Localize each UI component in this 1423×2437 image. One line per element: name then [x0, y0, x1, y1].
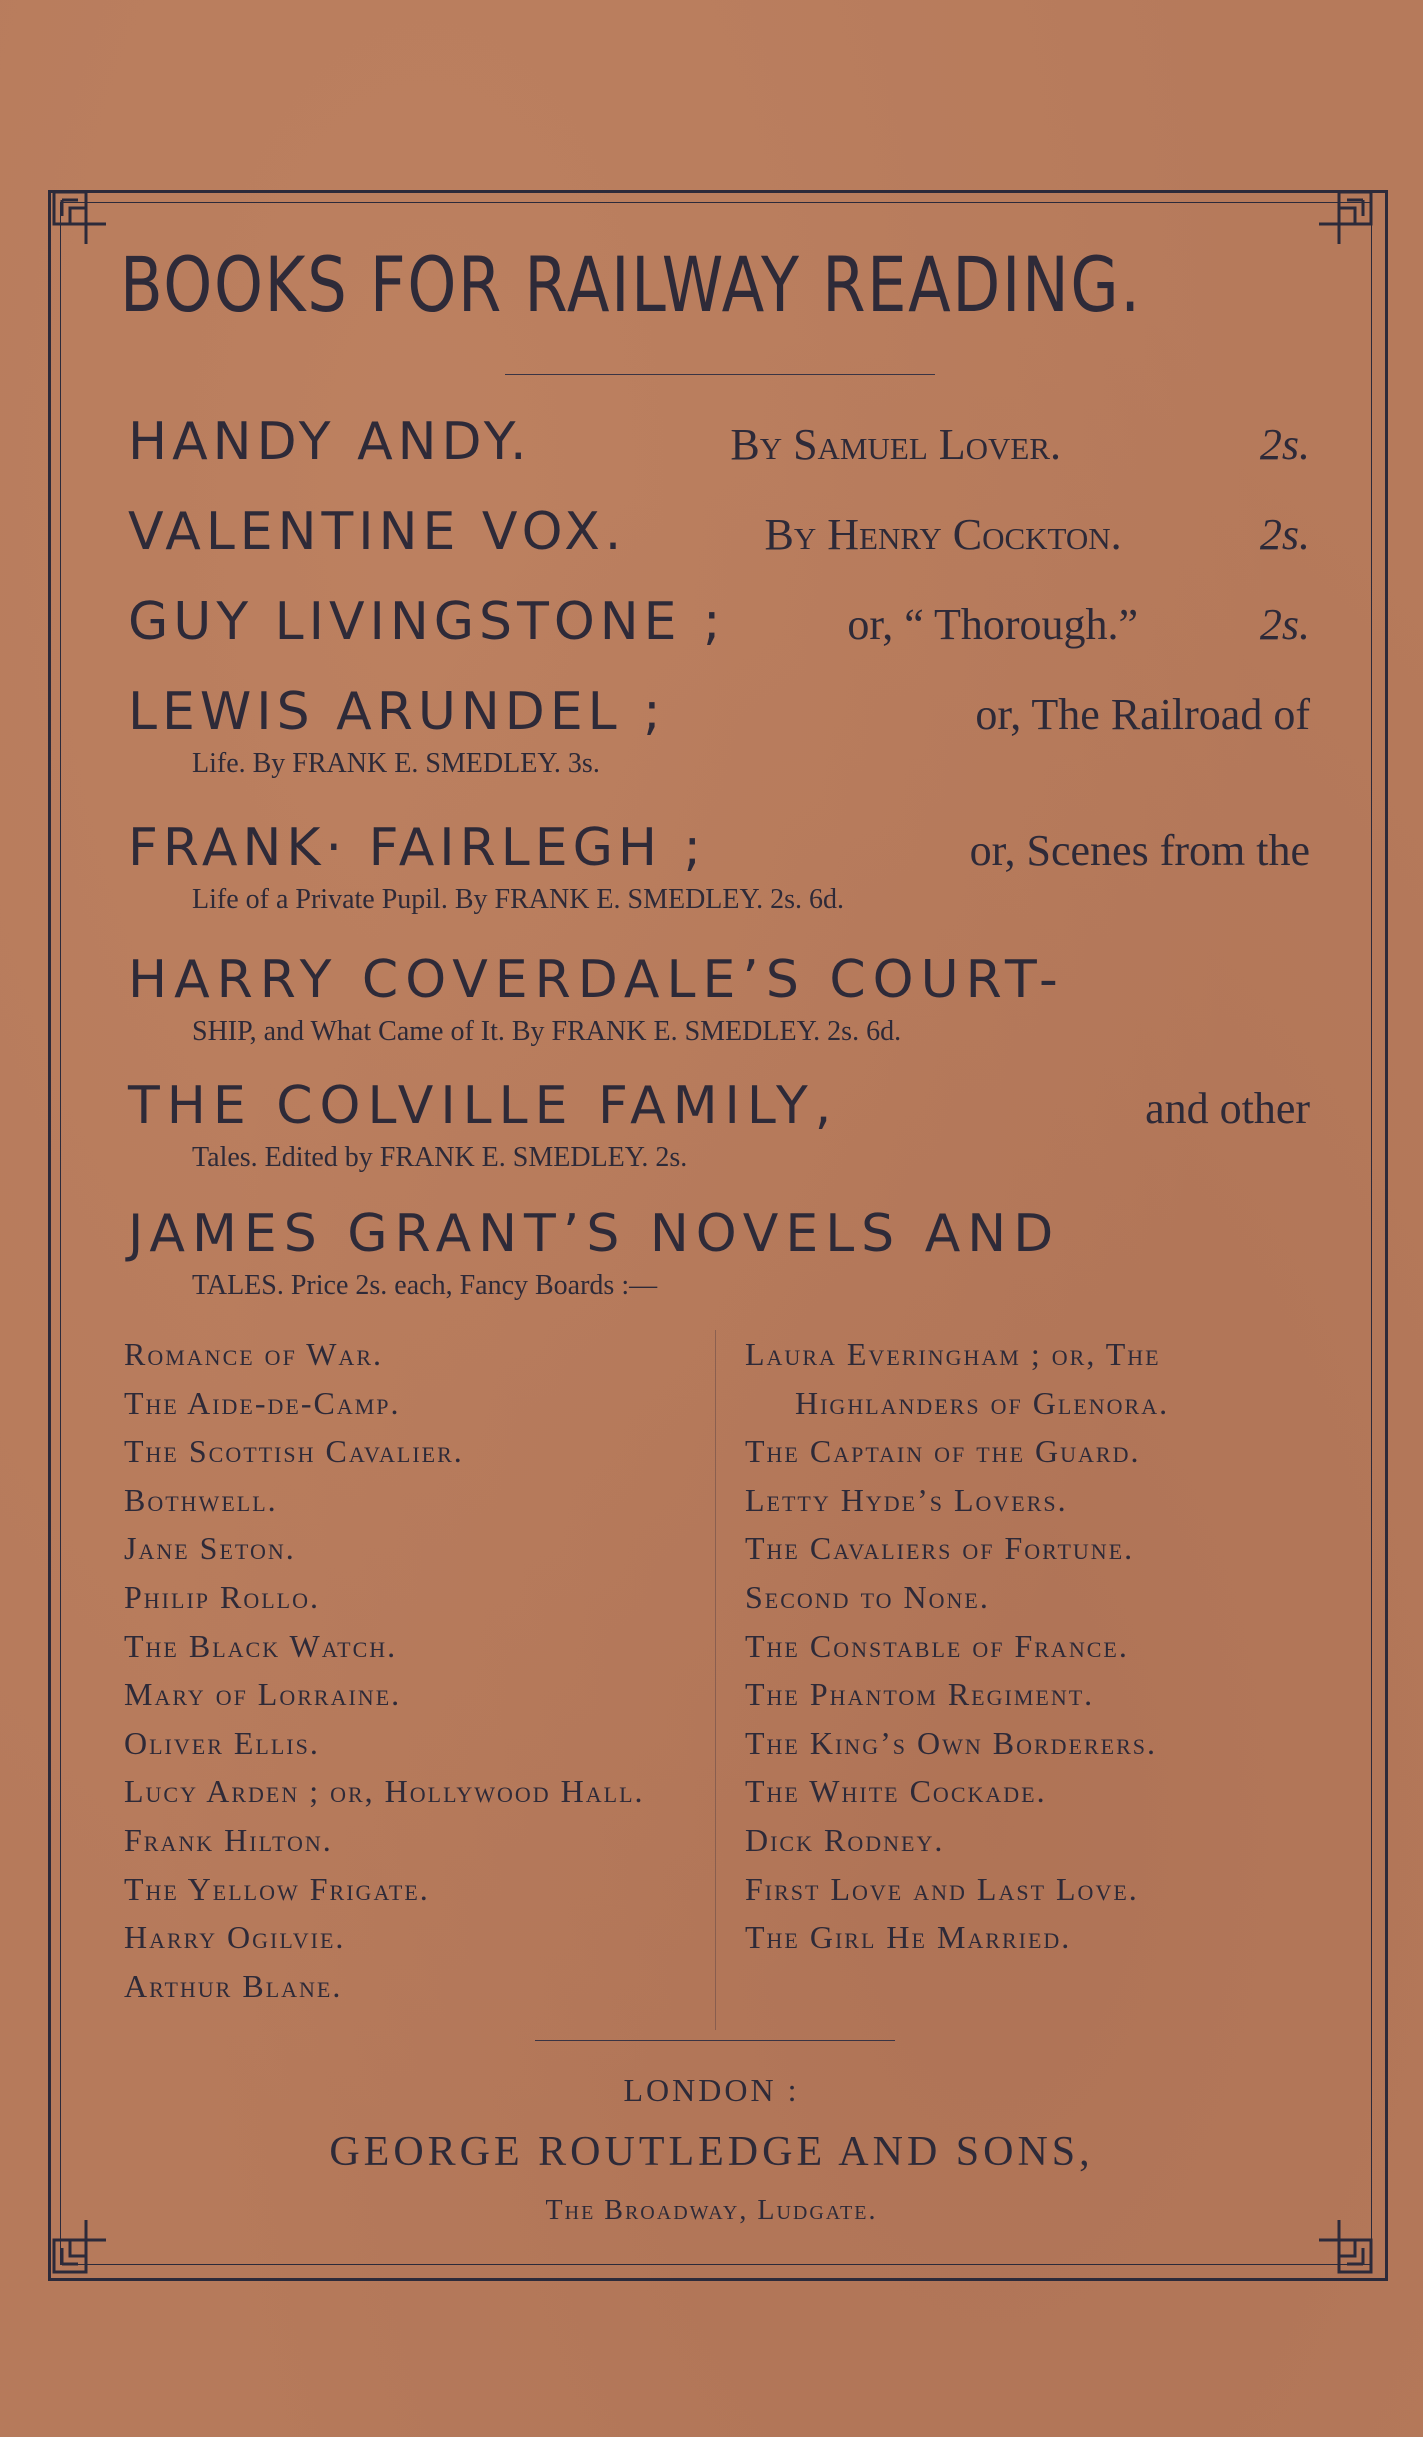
book-title: HARRY COVERDALE’S COURT-: [128, 950, 1065, 1010]
book-title: VALENTINE VOX.: [128, 502, 627, 562]
novel-title: The Constable of France.: [745, 1627, 1129, 1664]
book-entry: [128, 412, 1310, 472]
imprint-address: The Broadway, Ludgate.: [545, 2195, 878, 2226]
book-details: SHIP, and What Came of It. By FRANK E. SMEDLEY. 2s. 6d.: [192, 1016, 902, 1047]
book-details: Tales. Edited by FRANK E. SMEDLEY. 2s.: [192, 1142, 688, 1173]
novel-title: Bothwell.: [124, 1481, 278, 1518]
page-title: BOOKS FOR RAILWAY READING.: [120, 240, 1142, 329]
book-entry: [128, 1076, 1310, 1173]
book-author: By Henry Cockton.: [764, 510, 1122, 559]
book-entry: [128, 502, 1310, 562]
book-title: JAMES GRANT’S NOVELS AND: [128, 1204, 1061, 1264]
book-author: By Samuel Lover.: [730, 420, 1062, 469]
novel-title: The Phantom Regiment.: [745, 1676, 1095, 1713]
book-subtitle: and other: [1145, 1084, 1310, 1133]
imprint-city: LONDON :: [623, 2072, 800, 2108]
book-subtitle: or, The Railroad of: [975, 690, 1310, 739]
novel-title: The Girl He Married.: [745, 1919, 1072, 1956]
book-title: GUY LIVINGSTONE ;: [128, 592, 726, 652]
book-details: Life of a Private Pupil. By FRANK E. SMEDLEY. 2s. 6d.: [192, 884, 845, 915]
title-rule: [505, 374, 935, 375]
novels-list-left: [124, 1330, 645, 2010]
novel-title: Dick Rodney.: [745, 1821, 945, 1858]
book-entry: [128, 592, 1310, 652]
novel-title: The Scottish Cavalier.: [124, 1433, 464, 1470]
novel-title: Frank Hilton.: [124, 1821, 333, 1858]
novel-title: The Aide-de-Camp.: [124, 1384, 401, 1421]
novel-title: The Cavaliers of Fortune.: [745, 1530, 1135, 1567]
book-price: 2s.: [1259, 420, 1310, 469]
book-entry: [128, 682, 1310, 779]
book-title: FRANK· FAIRLEGH ;: [128, 818, 707, 878]
book-details: Life. By FRANK E. SMEDLEY. 3s.: [192, 748, 600, 779]
novel-title: Arthur Blane.: [124, 1967, 343, 2004]
book-title: LEWIS ARUNDEL ;: [128, 682, 666, 742]
book-entry: [128, 818, 1310, 915]
book-title: HANDY ANDY.: [128, 412, 532, 472]
corner-ornament-top-left: [46, 184, 118, 256]
book-price: 2s.: [1259, 600, 1310, 649]
novel-title: Lucy Arden ; or, Hollywood Hall.: [124, 1773, 645, 1810]
novel-title: Mary of Lorraine.: [124, 1676, 402, 1713]
book-subtitle: or, Scenes from the: [969, 826, 1310, 875]
novel-title: Jane Seton.: [124, 1530, 296, 1567]
novel-title: First Love and Last Love.: [745, 1870, 1139, 1907]
book-entry: [128, 950, 1310, 1047]
novel-title: Oliver Ellis.: [124, 1724, 320, 1761]
novel-title: Highlanders of Glenora.: [745, 1384, 1170, 1421]
novel-title: The Yellow Frigate.: [124, 1870, 430, 1907]
novel-title: The Black Watch.: [124, 1627, 398, 1664]
novel-title: Letty Hyde’s Lovers.: [745, 1481, 1068, 1518]
book-details: TALES. Price 2s. each, Fancy Boards :—: [192, 1270, 658, 1301]
imprint-rule: [535, 2040, 895, 2041]
novels-list-right: [745, 1330, 1169, 1962]
book-price: 2s.: [1259, 510, 1310, 559]
novel-title: Philip Rollo.: [124, 1578, 321, 1615]
novel-title: Harry Ogilvie.: [124, 1919, 346, 1956]
imprint-publisher: GEORGE ROUTLEDGE AND SONS,: [329, 2129, 1094, 2175]
novel-title: Second to None.: [745, 1578, 990, 1615]
novel-title: The Captain of the Guard.: [745, 1433, 1141, 1470]
book-subtitle: or, “ Thorough.”: [847, 600, 1139, 649]
novel-title: The White Cockade.: [745, 1773, 1047, 1810]
corner-ornament-top-right: [1307, 184, 1379, 256]
novel-title: Romance of War.: [124, 1336, 383, 1372]
novel-title: Laura Everingham ; or, The: [745, 1336, 1161, 1372]
book-title: THE COLVILLE FAMILY,: [128, 1076, 839, 1136]
novel-title: The King’s Own Borderers.: [745, 1724, 1157, 1761]
book-entry: [128, 1204, 1310, 1301]
column-divider: [715, 1330, 716, 2030]
